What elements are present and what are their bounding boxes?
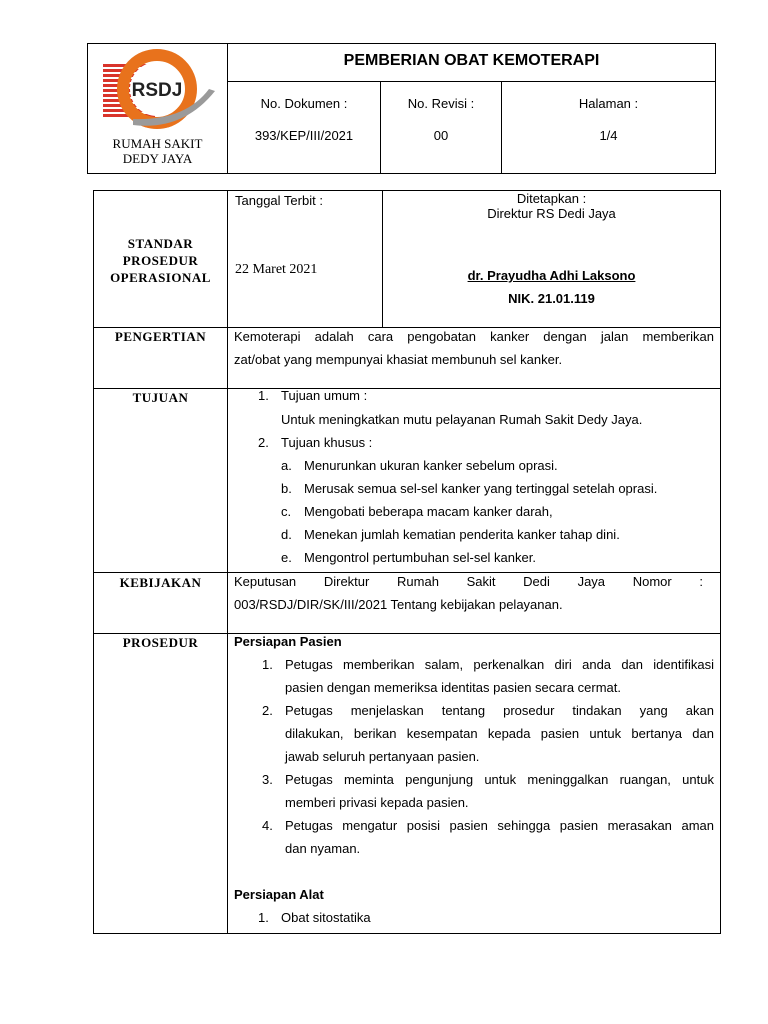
revision-label: No. Revisi :	[407, 96, 475, 111]
revision-value: 00	[433, 128, 449, 143]
list-item: Petugas menjelaskan tentang prosedur tindakan yang akan	[285, 703, 714, 718]
issue-date-label: Tanggal Terbit :	[235, 193, 323, 208]
kebijakan-label: KEBIJAKAN	[119, 575, 202, 590]
page-value: 1/4	[599, 128, 618, 143]
list-item: Petugas mengatur posisi pasien sehingga pasien merasakan aman	[285, 818, 714, 833]
kebijakan-line-2: 003/RSDJ/DIR/SK/III/2021 Tentang kebijakan pelayanan.	[234, 597, 563, 612]
tujuan-label: TUJUAN	[132, 390, 189, 405]
approver-nik: NIK. 21.01.119	[508, 291, 595, 306]
tujuan-khusus-label: Tujuan khusus :	[281, 435, 373, 450]
logo-text: RSDJ	[131, 80, 183, 101]
issue-date-value: 22 Maret 2021	[235, 262, 318, 277]
prosedur-label: PROSEDUR	[122, 635, 199, 650]
approved-label: Ditetapkan :	[516, 191, 587, 206]
list-item: Menurunkan ukuran kanker sebelum oprasi.	[304, 458, 558, 473]
list-item: Mengobati beberapa macam kanker darah,	[304, 504, 553, 519]
persiapan-pasien-title: Persiapan Pasien	[234, 634, 342, 649]
pengertian-label: PENGERTIAN	[114, 329, 207, 344]
sop-label: STANDAR PROSEDUR OPERASIONAL	[110, 236, 211, 285]
list-item: Petugas meminta pengunjung untuk meninggalkan ruangan, untuk	[285, 772, 714, 787]
doc-number-value: 393/KEP/III/2021	[254, 128, 354, 143]
hospital-logo	[103, 45, 218, 133]
pengertian-line-1: Kemoterapi adalah cara pengobatan kanker dengan jalan memberikan	[234, 329, 714, 344]
approved-role: Direktur RS Dedi Jaya	[487, 206, 616, 221]
list-item: dan nyaman.	[285, 841, 361, 856]
list-item: pasien dengan memeriksa identitas pasien secara cermat.	[285, 680, 622, 695]
list-item: Mengontrol pertumbuhan sel-sel kanker.	[304, 550, 536, 565]
list-item: Obat sitostatika	[281, 910, 371, 925]
list-item: Petugas memberikan salam, perkenalkan diri anda dan identifikasi	[285, 657, 714, 672]
pengertian-line-2: zat/obat yang mempunyai khasiat membunuh sel kanker.	[234, 352, 563, 367]
approver-name: dr. Prayudha Adhi Laksono	[467, 268, 636, 283]
tujuan-umum-label: Tujuan umum :	[281, 388, 368, 403]
persiapan-alat-title: Persiapan Alat	[234, 887, 324, 902]
list-item: Merusak semua sel-sel kanker yang tertinggal setelah oprasi.	[304, 481, 658, 496]
kebijakan-line-1: Keputusan Direktur Rumah Sakit Dedi Jaya Nomor :	[234, 574, 703, 589]
hospital-name: RUMAH SAKIT DEDY JAYA	[112, 136, 203, 166]
page-label: Halaman :	[578, 96, 639, 111]
list-item: Menekan jumlah kematian penderita kanker tahap dini.	[304, 527, 620, 542]
list-item: dilakukan, berikan kesempatan kepada pasien untuk bertanya dan	[285, 726, 714, 741]
doc-number-label: No. Dokumen :	[260, 96, 348, 111]
list-item: memberi privasi kepada pasien.	[285, 795, 469, 810]
tujuan-umum-text: Untuk meningkatkan mutu pelayanan Rumah Sakit Dedy Jaya.	[281, 412, 643, 427]
document-title: PEMBERIAN OBAT KEMOTERAPI	[343, 52, 600, 69]
list-item: jawab seluruh pertanyaan pasien.	[285, 749, 480, 764]
